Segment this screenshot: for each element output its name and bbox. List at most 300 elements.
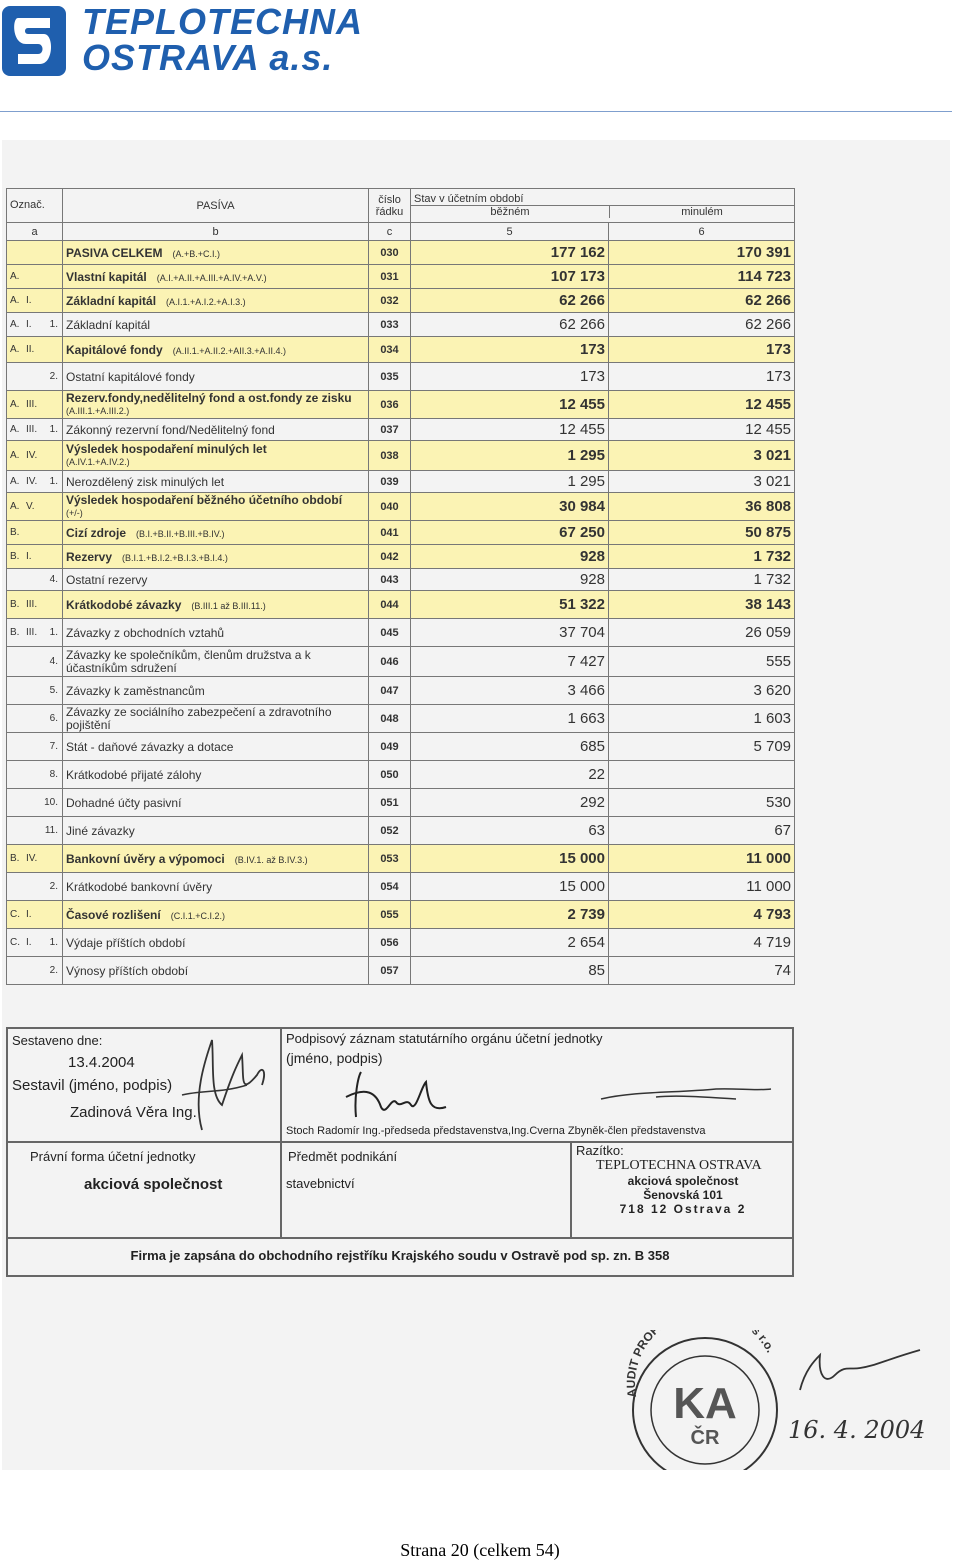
row-value-previous: 3 021 (609, 471, 795, 493)
row-designation (7, 391, 63, 419)
row-label-text: Vlastní kapitál (66, 269, 147, 284)
row-label (63, 591, 369, 619)
row-designation (7, 705, 63, 733)
row-value-current: 1 295 (411, 441, 609, 471)
row-label (63, 441, 369, 471)
row-label (63, 901, 369, 929)
sestavil-label: Sestavil (jméno, podpis) (12, 1077, 173, 1094)
row-designation-part: 2. (49, 965, 58, 976)
row-designation-part: 5. (49, 685, 58, 696)
row-label (63, 733, 369, 761)
row-formula: (B.IV.1. až B.IV.3.) (234, 854, 308, 865)
row-number: 057 (369, 957, 411, 985)
pasiva-table-body (7, 241, 795, 985)
row-value-current: 12 455 (411, 419, 609, 441)
table-row (7, 873, 795, 901)
row-value-current: 2 739 (411, 901, 609, 929)
row-number: 042 (369, 545, 411, 569)
row-label (63, 289, 369, 313)
row-designation-part: I. (26, 909, 32, 920)
row-number: 033 (369, 313, 411, 337)
row-label-text: Cizí zdroje (66, 525, 127, 540)
row-formula: (A.I.1.+A.I.2.+A.I.3.) (166, 296, 246, 307)
pravni-forma-cell (12, 1149, 278, 1233)
row-value-previous: 50 875 (609, 521, 795, 545)
row-formula: (B.III.1 až B.III.11.) (191, 600, 266, 611)
row-number: 039 (369, 471, 411, 493)
row-label (63, 677, 369, 705)
row-formula: (A.I.+A.II.+A.III.+A.IV.+A.V.) (156, 272, 267, 283)
info-divider-1 (280, 1141, 282, 1237)
table-row (7, 363, 795, 391)
row-number: 048 (369, 705, 411, 733)
row-label-text: Výnosy příštích období (66, 963, 189, 978)
stamp-center-bottom: ČR (690, 1427, 720, 1449)
row-designation-part: A. (10, 319, 20, 330)
row-value-current: 67 250 (411, 521, 609, 545)
page-number: Strana 20 (celkem 54) (400, 1540, 560, 1560)
row-designation (7, 591, 63, 619)
razitko-line1: TEPLOTECHNA OSTRAVA (596, 1158, 762, 1173)
row-label (63, 817, 369, 845)
row-label-text: Zákonný rezervní fond/Nedělitelný fond (66, 422, 275, 437)
row-designation-part: III. (26, 424, 38, 435)
row-number: 031 (369, 265, 411, 289)
row-value-previous: 170 391 (609, 241, 795, 265)
row-number: 047 (369, 677, 411, 705)
row-number: 043 (369, 569, 411, 591)
table-row (7, 391, 795, 419)
header-pasiva-letter: b (63, 223, 369, 241)
row-designation (7, 619, 63, 647)
row-label-text: Závazky z obchodních vztahů (66, 625, 225, 640)
table-row (7, 569, 795, 591)
row-designation-part: I. (26, 937, 32, 948)
row-value-current: 173 (411, 363, 609, 391)
row-label-text: Výsledek hospodaření běžného účetního období (66, 492, 343, 507)
row-designation-part: 1. (49, 319, 58, 330)
registry-note: Firma je zapsána do obchodního rejstříku Krajského soudu v Ostravě pod sp. zn. B 358 (130, 1248, 670, 1263)
row-value-current: 1 663 (411, 705, 609, 733)
row-label-text: Výsledek hospodaření minulých let (66, 441, 267, 456)
row-designation (7, 789, 63, 817)
row-value-current: 62 266 (411, 289, 609, 313)
header-cislo (369, 189, 411, 223)
row-designation-part: 7. (49, 741, 58, 752)
row-designation-part: A. (10, 271, 20, 282)
table-row (7, 817, 795, 845)
info-row (8, 1141, 792, 1239)
table-header-row (7, 189, 795, 223)
row-designation-part: 6. (49, 713, 58, 724)
table-row (7, 289, 795, 313)
row-value-current: 7 427 (411, 647, 609, 677)
row-label-text: Bankovní úvěry a výpomoci (66, 851, 225, 866)
table-row (7, 313, 795, 337)
row-label (63, 391, 369, 419)
pasiva-table (6, 188, 795, 985)
row-number: 032 (369, 289, 411, 313)
row-designation (7, 761, 63, 789)
row-value-current: 685 (411, 733, 609, 761)
auditor-signature-date: 16. 4. 2004 (788, 1416, 926, 1444)
row-designation-part: C. (10, 937, 20, 948)
row-value-current: 292 (411, 789, 609, 817)
row-value-current: 15 000 (411, 845, 609, 873)
row-formula: (C.I.1.+C.I.2.) (170, 910, 225, 921)
row-label (63, 761, 369, 789)
table-row (7, 619, 795, 647)
row-number: 045 (369, 619, 411, 647)
row-label (63, 493, 369, 521)
company-name-line2: OSTRAVA a.s. (82, 37, 334, 78)
row-number: 038 (369, 441, 411, 471)
row-value-previous: 173 (609, 337, 795, 363)
row-label (63, 419, 369, 441)
header-beznem-label: běžném (411, 206, 610, 218)
row-designation (7, 289, 63, 313)
table-row (7, 337, 795, 363)
row-value-previous: 1 603 (609, 705, 795, 733)
row-designation-part: 8. (49, 769, 58, 780)
row-designation-part: IV. (26, 476, 38, 487)
row-value-current: 3 466 (411, 677, 609, 705)
row-value-previous: 11 000 (609, 845, 795, 873)
sestaveno-label: Sestaveno dne: (12, 1033, 103, 1048)
row-designation (7, 957, 63, 985)
table-row (7, 545, 795, 569)
row-designation (7, 493, 63, 521)
row-label-text: Rezervy (66, 549, 113, 564)
table-row (7, 441, 795, 471)
row-label (63, 929, 369, 957)
row-label (63, 647, 369, 677)
auditor-stamp (620, 1330, 940, 1470)
row-label-text: Jiné závazky (66, 823, 135, 838)
row-value-current: 22 (411, 761, 609, 789)
row-label-text: Závazky ze sociálního zabezpečení a zdravotního pojištění (66, 704, 332, 732)
row-value-previous: 26 059 (609, 619, 795, 647)
row-value-current: 177 162 (411, 241, 609, 265)
row-value-previous: 36 808 (609, 493, 795, 521)
row-designation-part: 10. (44, 797, 58, 808)
row-value-current: 37 704 (411, 619, 609, 647)
table-row (7, 241, 795, 265)
header-minulem-num: 6 (609, 223, 795, 241)
row-designation-part: A. (10, 501, 20, 512)
row-designation-part: V. (26, 501, 35, 512)
row-value-current: 85 (411, 957, 609, 985)
row-number: 054 (369, 873, 411, 901)
razitko-line2: akciová společnost (627, 1174, 739, 1188)
row-value-previous: 12 455 (609, 419, 795, 441)
row-designation (7, 441, 63, 471)
pravni-forma-value: akciová společnost (84, 1176, 223, 1193)
row-designation (7, 647, 63, 677)
row-designation-part: IV. (26, 450, 38, 461)
row-value-current: 12 455 (411, 391, 609, 419)
row-designation (7, 419, 63, 441)
header-pasiva-label: PASÍVA (196, 199, 235, 212)
predmet-value: stavebnictví (286, 1176, 355, 1191)
row-number: 040 (369, 493, 411, 521)
row-value-previous (609, 761, 795, 789)
row-value-previous: 555 (609, 647, 795, 677)
row-value-previous: 3 620 (609, 677, 795, 705)
stamp-ring-text: AUDIT PROF s r.o. (623, 1330, 778, 1399)
row-value-current: 2 654 (411, 929, 609, 957)
row-designation (7, 929, 63, 957)
row-formula: (A.III.1.+A.III.2.) (66, 405, 130, 416)
row-label-text: Závazky k zaměstnancům (66, 683, 205, 698)
row-designation-part: III. (26, 599, 38, 610)
podpis-cell (286, 1031, 786, 1139)
row-label-text: Závazky ke společníkům, členům družstva a k účastníkům sdružení (66, 647, 311, 675)
row-value-previous: 11 000 (609, 873, 795, 901)
row-designation-part: A. (10, 344, 20, 355)
row-label-text: Krátkodobé závazky (66, 597, 182, 612)
row-designation (7, 337, 63, 363)
row-label (63, 789, 369, 817)
row-label (63, 873, 369, 901)
row-designation-part: 1. (49, 424, 58, 435)
row-number: 036 (369, 391, 411, 419)
row-designation-part: I. (26, 295, 32, 306)
stamp-center-top: KA (673, 1379, 737, 1428)
row-designation-part: II. (26, 344, 35, 355)
row-number: 034 (369, 337, 411, 363)
table-row (7, 845, 795, 873)
auditor-signature (800, 1350, 920, 1390)
row-designation (7, 733, 63, 761)
row-formula: (B.I.1.+B.I.2.+B.I.3.+B.I.4.) (122, 552, 228, 563)
sestaveno-cell (12, 1033, 282, 1137)
row-label (63, 337, 369, 363)
row-number: 035 (369, 363, 411, 391)
razitko-cell (576, 1143, 790, 1235)
row-number: 055 (369, 901, 411, 929)
table-row (7, 761, 795, 789)
row-value-previous: 67 (609, 817, 795, 845)
row-label (63, 363, 369, 391)
row-label-text: Časové rozlišení (66, 907, 161, 922)
statutory-signature-2 (596, 1079, 776, 1109)
row-label (63, 313, 369, 337)
header-ozn-label: Označ. (10, 199, 45, 211)
page-header (0, 0, 960, 112)
row-designation-part: III. (26, 627, 38, 638)
row-label-text: Rezerv.fondy,nedělitelný fond a ost.fondy ze zisku (66, 390, 352, 405)
header-radku-label: řádku (375, 205, 404, 218)
row-value-current: 928 (411, 569, 609, 591)
row-value-previous: 4 719 (609, 929, 795, 957)
row-value-current: 173 (411, 337, 609, 363)
row-designation-part: 1. (49, 627, 58, 638)
row-designation (7, 265, 63, 289)
row-value-previous: 12 455 (609, 391, 795, 419)
row-designation-part: 1. (49, 937, 58, 948)
row-designation-part: B. (10, 551, 20, 562)
table-row (7, 957, 795, 985)
row-designation-part: 1. (49, 476, 58, 487)
sestaveno-date: 13.4.2004 (68, 1054, 135, 1071)
header-ozn (7, 189, 63, 223)
row-number: 041 (369, 521, 411, 545)
table-row (7, 265, 795, 289)
row-label-text: PASIVA CELKEM (66, 245, 163, 260)
row-designation (7, 677, 63, 705)
row-value-previous: 3 021 (609, 441, 795, 471)
row-label (63, 265, 369, 289)
row-label-text: Základní kapitál (66, 317, 151, 332)
row-designation-part: B. (10, 599, 20, 610)
row-value-previous: 4 793 (609, 901, 795, 929)
row-value-current: 107 173 (411, 265, 609, 289)
razitko-line4: 718 12 Ostrava 2 (619, 1202, 747, 1216)
predmet-cell (286, 1149, 566, 1233)
row-label (63, 957, 369, 985)
row-designation (7, 363, 63, 391)
company-name (82, 1, 363, 78)
row-formula: (A.II.1.+A.II.2.+AII.3.+A.II.4.) (172, 345, 286, 356)
row-label-text: Krátkodobé přijaté zálohy (66, 767, 202, 782)
row-value-previous: 530 (609, 789, 795, 817)
row-number: 050 (369, 761, 411, 789)
row-designation (7, 521, 63, 545)
row-designation (7, 845, 63, 873)
row-number: 030 (369, 241, 411, 265)
row-designation-part: C. (10, 909, 20, 920)
razitko-line3: Šenovská 101 (643, 1188, 723, 1202)
table-header-letters (7, 223, 795, 241)
row-designation-part: IV. (26, 853, 38, 864)
info-divider-2 (570, 1141, 572, 1237)
row-label (63, 845, 369, 873)
sestavil-name: Zadinová Věra Ing. (70, 1104, 197, 1121)
row-value-current: 62 266 (411, 313, 609, 337)
table-row (7, 647, 795, 677)
row-value-previous: 114 723 (609, 265, 795, 289)
header-pasiva (63, 189, 369, 223)
row-label-text: Nerozdělený zisk minulých let (66, 474, 225, 489)
row-label (63, 471, 369, 493)
row-formula: (A.+B.+C.I.) (172, 248, 220, 259)
header-stav (411, 189, 795, 223)
row-label-text: Základní kapitál (66, 293, 157, 308)
row-value-previous: 1 732 (609, 545, 795, 569)
razitko-label: Razítko: (576, 1143, 624, 1158)
row-value-previous: 5 709 (609, 733, 795, 761)
row-value-previous: 74 (609, 957, 795, 985)
row-designation-part: 4. (49, 656, 58, 667)
row-designation-part: B. (10, 527, 20, 538)
row-designation-part: 2. (49, 881, 58, 892)
row-designation (7, 817, 63, 845)
row-number: 053 (369, 845, 411, 873)
table-row (7, 521, 795, 545)
header-minulem-label: minulém (681, 206, 723, 218)
table-row (7, 733, 795, 761)
row-value-current: 1 295 (411, 471, 609, 493)
row-designation (7, 471, 63, 493)
row-designation-part: A. (10, 424, 20, 435)
company-logo (2, 6, 66, 76)
auditor-stamp-area (620, 1330, 940, 1470)
row-label-text: Výdaje příštích období (66, 935, 186, 950)
row-value-current: 30 984 (411, 493, 609, 521)
company-name-line1: TEPLOTECHNA (82, 1, 363, 42)
row-designation (7, 901, 63, 929)
table-row (7, 789, 795, 817)
signature-block (6, 1027, 794, 1277)
row-value-previous: 1 732 (609, 569, 795, 591)
row-value-previous: 62 266 (609, 289, 795, 313)
header-radku-letter: c (369, 223, 411, 241)
statutory-signature-1 (336, 1067, 456, 1127)
signature-divider (280, 1029, 282, 1141)
row-designation-part: 4. (49, 574, 58, 585)
table-row (7, 493, 795, 521)
header-beznem-num: 5 (411, 223, 609, 241)
row-label-text: Stát - daňové závazky a dotace (66, 739, 234, 754)
row-label-text: Ostatní rezervy (66, 572, 148, 587)
row-designation-part: III. (26, 399, 38, 410)
row-value-current: 51 322 (411, 591, 609, 619)
signature-row (8, 1029, 792, 1143)
row-label (63, 241, 369, 265)
row-designation (7, 545, 63, 569)
row-designation-part: I. (26, 551, 32, 562)
row-formula: (A.IV.1.+A.IV.2.) (66, 456, 130, 467)
row-value-current: 15 000 (411, 873, 609, 901)
row-formula: (B.I.+B.II.+B.III.+B.IV.) (136, 528, 225, 539)
row-number: 056 (369, 929, 411, 957)
row-designation-part: A. (10, 295, 20, 306)
row-designation (7, 569, 63, 591)
table-row (7, 929, 795, 957)
row-number: 046 (369, 647, 411, 677)
row-number: 051 (369, 789, 411, 817)
header-cislo-label: číslo (378, 193, 401, 206)
row-label (63, 545, 369, 569)
row-value-previous: 38 143 (609, 591, 795, 619)
row-designation (7, 313, 63, 337)
row-label-text: Dohadné účty pasivní (66, 795, 182, 810)
row-value-current: 928 (411, 545, 609, 569)
row-value-current: 63 (411, 817, 609, 845)
row-designation-part: A. (10, 450, 20, 461)
row-formula: (+/-) (66, 507, 83, 518)
row-number: 037 (369, 419, 411, 441)
table-row (7, 901, 795, 929)
predmet-label: Předmět podnikání (288, 1149, 398, 1164)
row-designation-part: I. (26, 319, 32, 330)
row-designation-part: B. (10, 853, 20, 864)
logo-emblem-icon (10, 14, 58, 68)
header-ozn-letter: a (7, 223, 63, 241)
row-value-previous: 62 266 (609, 313, 795, 337)
row-number: 052 (369, 817, 411, 845)
row-designation-part: 11. (44, 825, 58, 836)
sestavil-signature (162, 1035, 272, 1135)
row-label-text: Kapitálové fondy (66, 342, 163, 357)
table-row (7, 705, 795, 733)
row-label (63, 521, 369, 545)
row-label (63, 705, 369, 733)
table-row (7, 677, 795, 705)
row-designation-part: A. (10, 399, 20, 410)
podpis-names: Stoch Radomír Ing.-předseda představenstva,Ing.Cverna Zbyněk-člen představenstva (286, 1125, 706, 1137)
